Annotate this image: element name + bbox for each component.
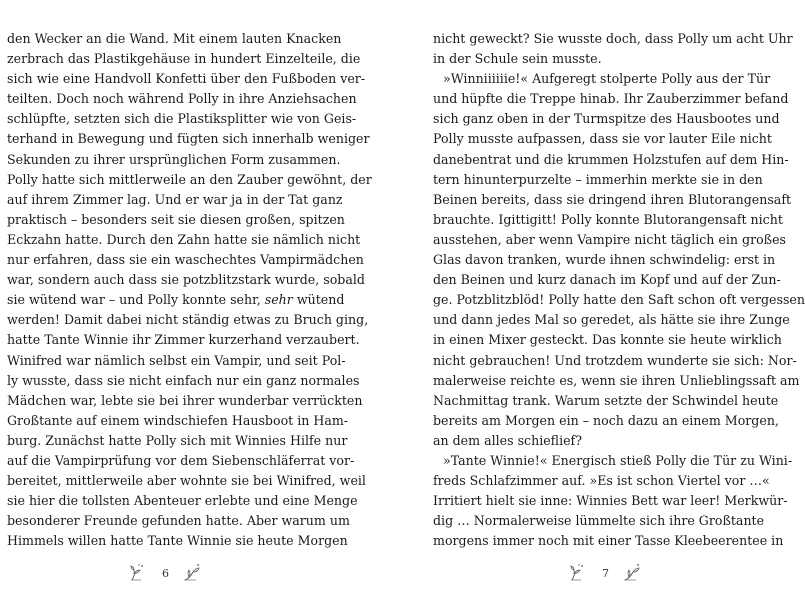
text-line: Polly hatte sich mittlerweile an den Zauber gewöhnt, der — [7, 171, 372, 187]
text-line: in einen Mixer gesteckt. Das konnte sie heute wirklich — [433, 332, 782, 348]
text-line: ge. Potzblitzblöd! Polly hatte den Saft schon oft vergessen — [433, 292, 805, 308]
text-line: »Tante Winnie!« Energisch stieß Polly die Tür zu Wini- — [443, 452, 793, 468]
text-line: nur erfahren, dass sie ein waschechtes Vampirmädchen — [7, 252, 364, 268]
text-line: sie hier die tollsten Abenteuer erlebte und eine Menge — [7, 493, 358, 509]
text-line: Mädchen war, lebte sie bei ihrer wunderbar verrückten — [7, 392, 363, 408]
text-line: bereits am Morgen ein – noch dazu an einem Morgen, — [433, 412, 779, 428]
text-line: schlüpfte, setzten sich die Plastiksplitter wie von Geis- — [7, 111, 357, 127]
sprout-ornament-icon — [568, 562, 590, 584]
text-line: ausstehen, aber wenn Vampire nicht täglich ein großes — [433, 231, 787, 247]
page-number: 6 — [162, 566, 169, 580]
leaf-ornament-icon — [181, 562, 203, 584]
text-line: morgens immer noch mit einer Tasse Kleebeerentee in — [433, 533, 784, 549]
text-line: freds Schlafzimmer auf. »Es ist schon Viertel vor …« — [433, 473, 770, 489]
text-line: ly wusste, dass sie nicht einfach nur ein ganz normales — [7, 372, 360, 388]
text-line: Großtante auf einem windschiefen Hausboot in Ham- — [7, 412, 349, 428]
text-line: hatte Tante Winnie ihr Zimmer kurzerhand verzaubert. — [7, 332, 360, 348]
text-line: danebentrat und die krummen Holzstufen auf dem Hin- — [433, 151, 789, 167]
text-line: sich ganz oben in der Turmspitze des Hausbootes und — [433, 111, 780, 127]
text-line: den Wecker an die Wand. Mit einem lauten Knacken — [7, 31, 342, 46]
text-line: Himmels willen hatte Tante Winnie sie heute Morgen — [7, 533, 348, 549]
text-line: Glas davon tranken, wurde ihnen schwindelig: erst in — [433, 252, 776, 268]
text-line: zerbrach das Plastikgehäuse in hundert Einzelteile, die — [7, 51, 361, 67]
text-line: sich wie eine Handvoll Konfetti über den Fußboden ver- — [7, 71, 366, 87]
text-line: den Beinen und kurz danach im Kopf und auf der Zun- — [433, 272, 781, 288]
text-line: malerweise reichte es, wenn sie ihren Unlieblingssaft am — [433, 372, 800, 388]
text-line: tern hinunterpurzelte – immerhin merkte sie in den — [433, 171, 763, 187]
page-number: 7 — [602, 566, 609, 580]
text-line: terhand in Bewegung und fügten sich innerhalb weniger — [7, 131, 370, 147]
text-line: auf die Vampirprüfung vor dem Siebenschläferrat vor- — [7, 452, 355, 468]
right-page-footer — [568, 560, 643, 586]
leaf-ornament-icon — [621, 562, 643, 584]
text-line: in der Schule sein musste. — [433, 51, 602, 67]
left-page — [7, 29, 372, 551]
text-line: und hüpfte die Treppe hinab. Ihr Zauberzimmer befand — [433, 91, 789, 107]
text-line: brauchte. Igittigitt! Polly konnte Blutorangensaft nicht — [433, 211, 783, 227]
text-line: teilten. Doch noch während Polly in ihre Anziehsachen — [7, 91, 357, 107]
text-line: werden! Damit dabei nicht ständig etwas zu Bruch ging, — [7, 312, 369, 328]
text-line: Polly musste aufpassen, dass sie vor lauter Eile nicht — [433, 131, 772, 147]
sprout-ornament-icon — [128, 562, 150, 584]
text-line: Winifred war nämlich selbst ein Vampir, und seit Pol- — [7, 352, 346, 368]
text-line: nicht geweckt? Sie wusste doch, dass Polly um acht Uhr — [433, 31, 793, 46]
right-page — [433, 29, 805, 551]
text-line: war, sondern auch dass sie potzblitzstark wurde, sobald — [7, 272, 365, 288]
text-line: dig … Normalerweise lümmelte sich ihre Großtante — [433, 513, 765, 529]
left-page-footer — [128, 560, 203, 586]
text-line: nicht gebrauchen! Und trotzdem wunderte sie sich: Nor- — [433, 352, 797, 368]
text-line: und dann jedes Mal so geredet, als hätte sie ihre Zunge — [433, 312, 790, 328]
text-line: sie wütend war – und Polly konnte sehr, sehr wütend — [7, 292, 345, 308]
text-line: Beinen bereits, dass sie dringend ihren Blutorangensaft — [433, 191, 792, 207]
text-line: Irritiert hielt sie inne: Winnies Bett war leer! Merkwür- — [433, 493, 788, 509]
text-line: Eckzahn hatte. Durch den Zahn hatte sie nämlich nicht — [7, 231, 361, 247]
text-line: bereitet, mittlerweile aber wohnte sie bei Winifred, weil — [7, 473, 366, 489]
text-line: »Winniiiiiie!« Aufgeregt stolperte Polly aus der Tür — [443, 71, 771, 87]
text-line: Sekunden zu ihrer ursprünglichen Form zusammen. — [7, 151, 341, 167]
text-line: besonderer Freunde gefunden hatte. Aber warum um — [7, 513, 350, 529]
text-line: auf ihrem Zimmer lag. Und er war ja in der Tat ganz — [7, 191, 343, 207]
text-line: burg. Zunächst hatte Polly sich mit Winnies Hilfe nur — [7, 432, 348, 448]
text-line: an dem alles schieflief? — [433, 432, 582, 448]
text-line: Nachmittag trank. Warum setzte der Schwindel heute — [433, 392, 779, 408]
text-line: praktisch – besonders seit sie diesen großen, spitzen — [7, 211, 345, 227]
